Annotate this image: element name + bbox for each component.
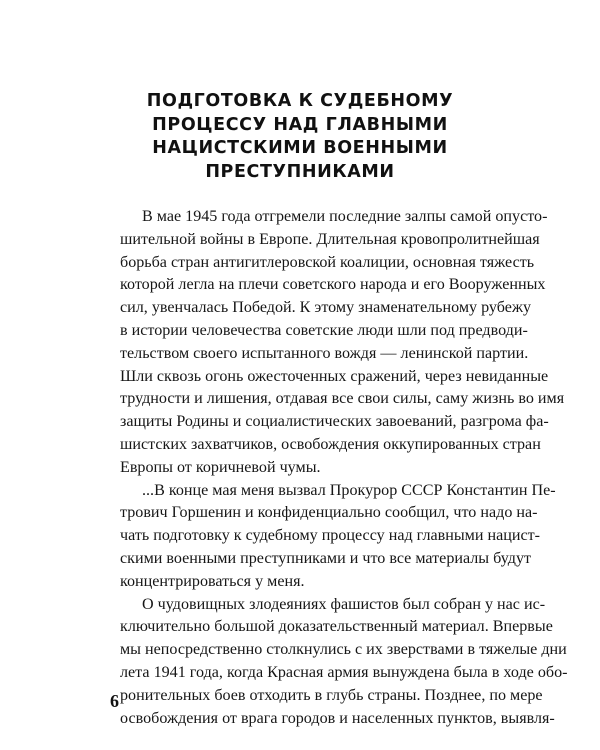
text-line: Европы от коричневой чумы. (120, 458, 321, 476)
text-line: В мае 1945 года отгремели последние залпы самой опусто- (142, 208, 548, 225)
paragraph-1 (120, 206, 565, 480)
text-line: которой легла на плечи советского народа и его Вооруженных (120, 276, 546, 294)
text-line: концентрироваться у меня. (120, 572, 305, 590)
text-line: трудности и лишения, отдавая все свои силы, саму жизнь во имя (120, 390, 565, 408)
text-line: тельством своего испытанного вождя — ленинской партии. (120, 344, 529, 362)
text-line: трович Горшенин и конфиденциально сообщил, что надо на- (120, 504, 538, 522)
text-line: в истории человечества советские люди шли под предводи- (120, 321, 528, 339)
text-line: мы непосредственно столкнулись с их зверствами в тяжелые дни (120, 641, 567, 659)
text-line: ключительно большой доказательственный материал. Впервые (120, 618, 553, 636)
text-line: защиты Родины и социалистических завоеваний, разгрома фа- (120, 413, 549, 431)
text-line: лета 1941 года, когда Красная армия вынуждена была в ходе обо- (120, 663, 568, 681)
title-line: ПРОЦЕССУ НАД ГЛАВНЫМИ (152, 114, 448, 135)
text-line: шительной войны в Европе. Длительная кровопролитнейшая (120, 230, 540, 248)
title-line: ПРЕСТУПНИКАМИ (205, 161, 395, 182)
body-text (120, 206, 568, 730)
text-line: О чудовищных злодеяниях фашистов был собран у нас ис- (142, 595, 546, 613)
text-line: борьба стран антигитлеровской коалиции, основная тяжесть (120, 253, 535, 271)
text-line: сил, увенчалась Победой. К этому знаменательному рубежу (120, 299, 532, 317)
paragraph-2 (120, 480, 556, 594)
title-line: НАЦИСТСКИМИ ВОЕННЫМИ (152, 138, 448, 158)
text-line: ронительных боев отходить в глубь страны. Позднее, по мере (120, 686, 543, 704)
chapter-title (118, 90, 482, 184)
text-line: скими военными преступниками и что все материалы будут (120, 549, 532, 567)
title-line: ПОДГОТОВКА К СУДЕБНОМУ (146, 91, 454, 111)
page-number: 6 (110, 691, 119, 711)
text-line: освобождения от врага городов и населенных пунктов, выявля- (120, 709, 555, 727)
text-line: шистских захватчиков, освобождения оккупированных стран (120, 435, 541, 453)
paragraph-3 (120, 594, 568, 731)
text-line: Шли сквозь огонь ожесточенных сражений, через невиданные (120, 367, 549, 385)
text-line: ...В конце мая меня вызвал Прокурор СССР Константин Пе- (142, 481, 556, 499)
text-line: чать подготовку к судебному процессу над главными нацист- (120, 527, 540, 545)
